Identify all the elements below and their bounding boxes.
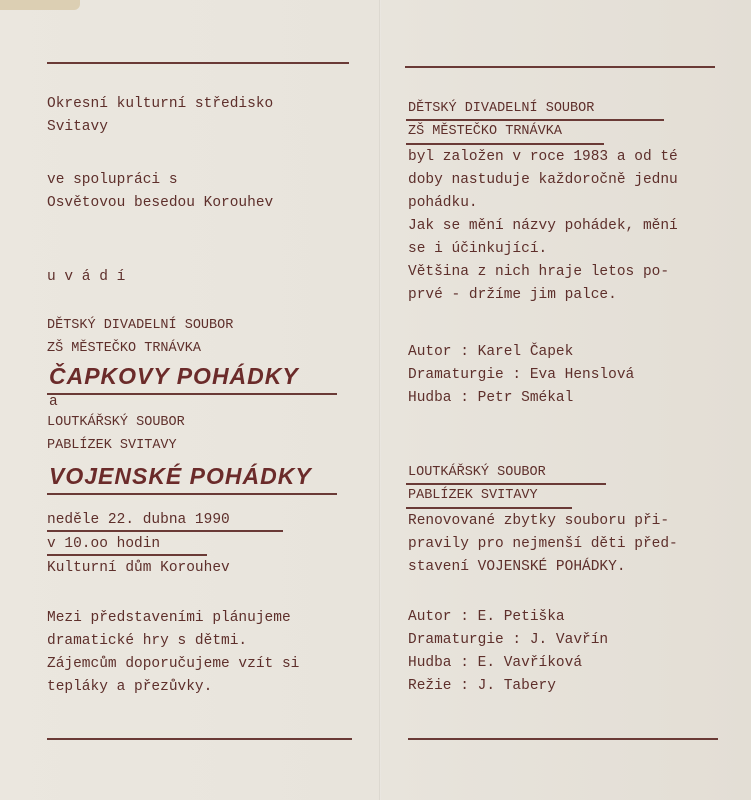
ensemble2-line: LOUTKÁŘSKÝ SOUBOR <box>47 415 185 430</box>
r-ensemble1-heading-line: DĚTSKÝ DIVADELNÍ SOUBOR <box>408 101 595 116</box>
presents <box>47 266 125 289</box>
organizer <box>47 93 273 139</box>
r-credit-line: Dramaturgie : J. Vavřín <box>408 632 609 648</box>
paper-tab <box>0 0 80 10</box>
note-line: Mezi představeními plánujeme <box>47 610 291 626</box>
r-heading1-underline-2 <box>406 143 604 145</box>
date-underline <box>47 530 283 532</box>
note-line: tepláky a přezůvky. <box>47 679 213 695</box>
bottom-rule-left <box>47 738 352 740</box>
r-ensemble2-credits <box>408 606 608 698</box>
r-text-line: Jak se mění názvy pohádek, mění <box>408 218 678 234</box>
show1-title: ČAPKOVY POHÁDKY <box>49 363 299 389</box>
r-credit-line: Autor : Karel Čapek <box>408 344 574 360</box>
r-credit-line: Hudba : E. Vavříková <box>408 655 583 671</box>
r-text-line: prvé - držíme jim palce. <box>408 287 617 303</box>
r-ensemble2-heading-line: PABLÍZEK SVITAVY <box>408 488 538 503</box>
r-text-line: stavení VOJENSKÉ POHÁDKY. <box>408 559 626 575</box>
ensemble1-name <box>47 314 233 360</box>
r-text-line: doby nastuduje každoročně jednu <box>408 172 678 188</box>
bottom-rule-right <box>408 738 718 740</box>
time-underline <box>47 554 207 556</box>
organizer-line: Svitavy <box>47 119 108 135</box>
and-text: a <box>49 394 58 410</box>
venue-line <box>47 557 230 580</box>
time-line <box>47 533 160 556</box>
r-text-line: byl založen v roce 1983 a od té <box>408 149 678 165</box>
presents-text: u v á d í <box>47 269 126 285</box>
show1-underline <box>47 393 337 395</box>
r-text-line: se i účinkující. <box>408 241 548 257</box>
show2-title: VOJENSKÉ POHÁDKY <box>49 463 312 489</box>
note-line: dramatické hry s dětmi. <box>47 633 248 649</box>
cooperation <box>47 169 273 215</box>
top-rule-left <box>47 62 349 64</box>
ensemble2-name <box>47 411 185 457</box>
venue-text: Kulturní dům Korouhev <box>47 560 230 576</box>
r-text-line: pohádku. <box>408 195 478 211</box>
top-rule-right <box>405 66 715 68</box>
ensemble2-line: PABLÍZEK SVITAVY <box>47 438 177 453</box>
cooperation-line: ve spolupráci s <box>47 172 178 188</box>
r-text-line: Renovované zbytky souboru při- <box>408 513 670 529</box>
date-line <box>47 509 230 532</box>
r-ensemble2-heading-line: LOUTKÁŘSKÝ SOUBOR <box>408 465 546 480</box>
r-ensemble1-credits <box>408 341 634 410</box>
ensemble1-line: DĚTSKÝ DIVADELNÍ SOUBOR <box>47 318 234 333</box>
r-credit-line: Autor : E. Petiška <box>408 609 565 625</box>
r-text-line: Většina z nich hraje letos po- <box>408 264 670 280</box>
cooperation-line: Osvětovou besedou Korouhev <box>47 195 274 211</box>
show2-underline <box>47 493 337 495</box>
date-text: neděle 22. dubna 1990 <box>47 512 230 528</box>
r-text-line: pravily pro nejmenší děti před- <box>408 536 678 552</box>
r-credit-line: Dramaturgie : Eva Henslová <box>408 367 635 383</box>
r-ensemble1-text <box>408 146 678 307</box>
r-heading2-underline-1 <box>406 483 606 485</box>
r-heading2-underline-2 <box>406 507 572 509</box>
r-credit-line: Režie : J. Tabery <box>408 678 556 694</box>
r-credit-line: Hudba : Petr Smékal <box>408 390 574 406</box>
center-fold <box>379 0 381 800</box>
organizer-line: Okresní kulturní středisko <box>47 96 274 112</box>
time-text: v 10.oo hodin <box>47 536 161 552</box>
r-heading1-underline-1 <box>406 119 664 121</box>
note <box>47 607 299 699</box>
r-ensemble1-heading-line: ZŠ MĚSTEČKO TRNÁVKA <box>408 124 562 139</box>
ensemble1-line: ZŠ MĚSTEČKO TRNÁVKA <box>47 341 201 356</box>
r-ensemble2-text <box>408 510 678 579</box>
note-line: Zájemcům doporučujeme vzít si <box>47 656 300 672</box>
